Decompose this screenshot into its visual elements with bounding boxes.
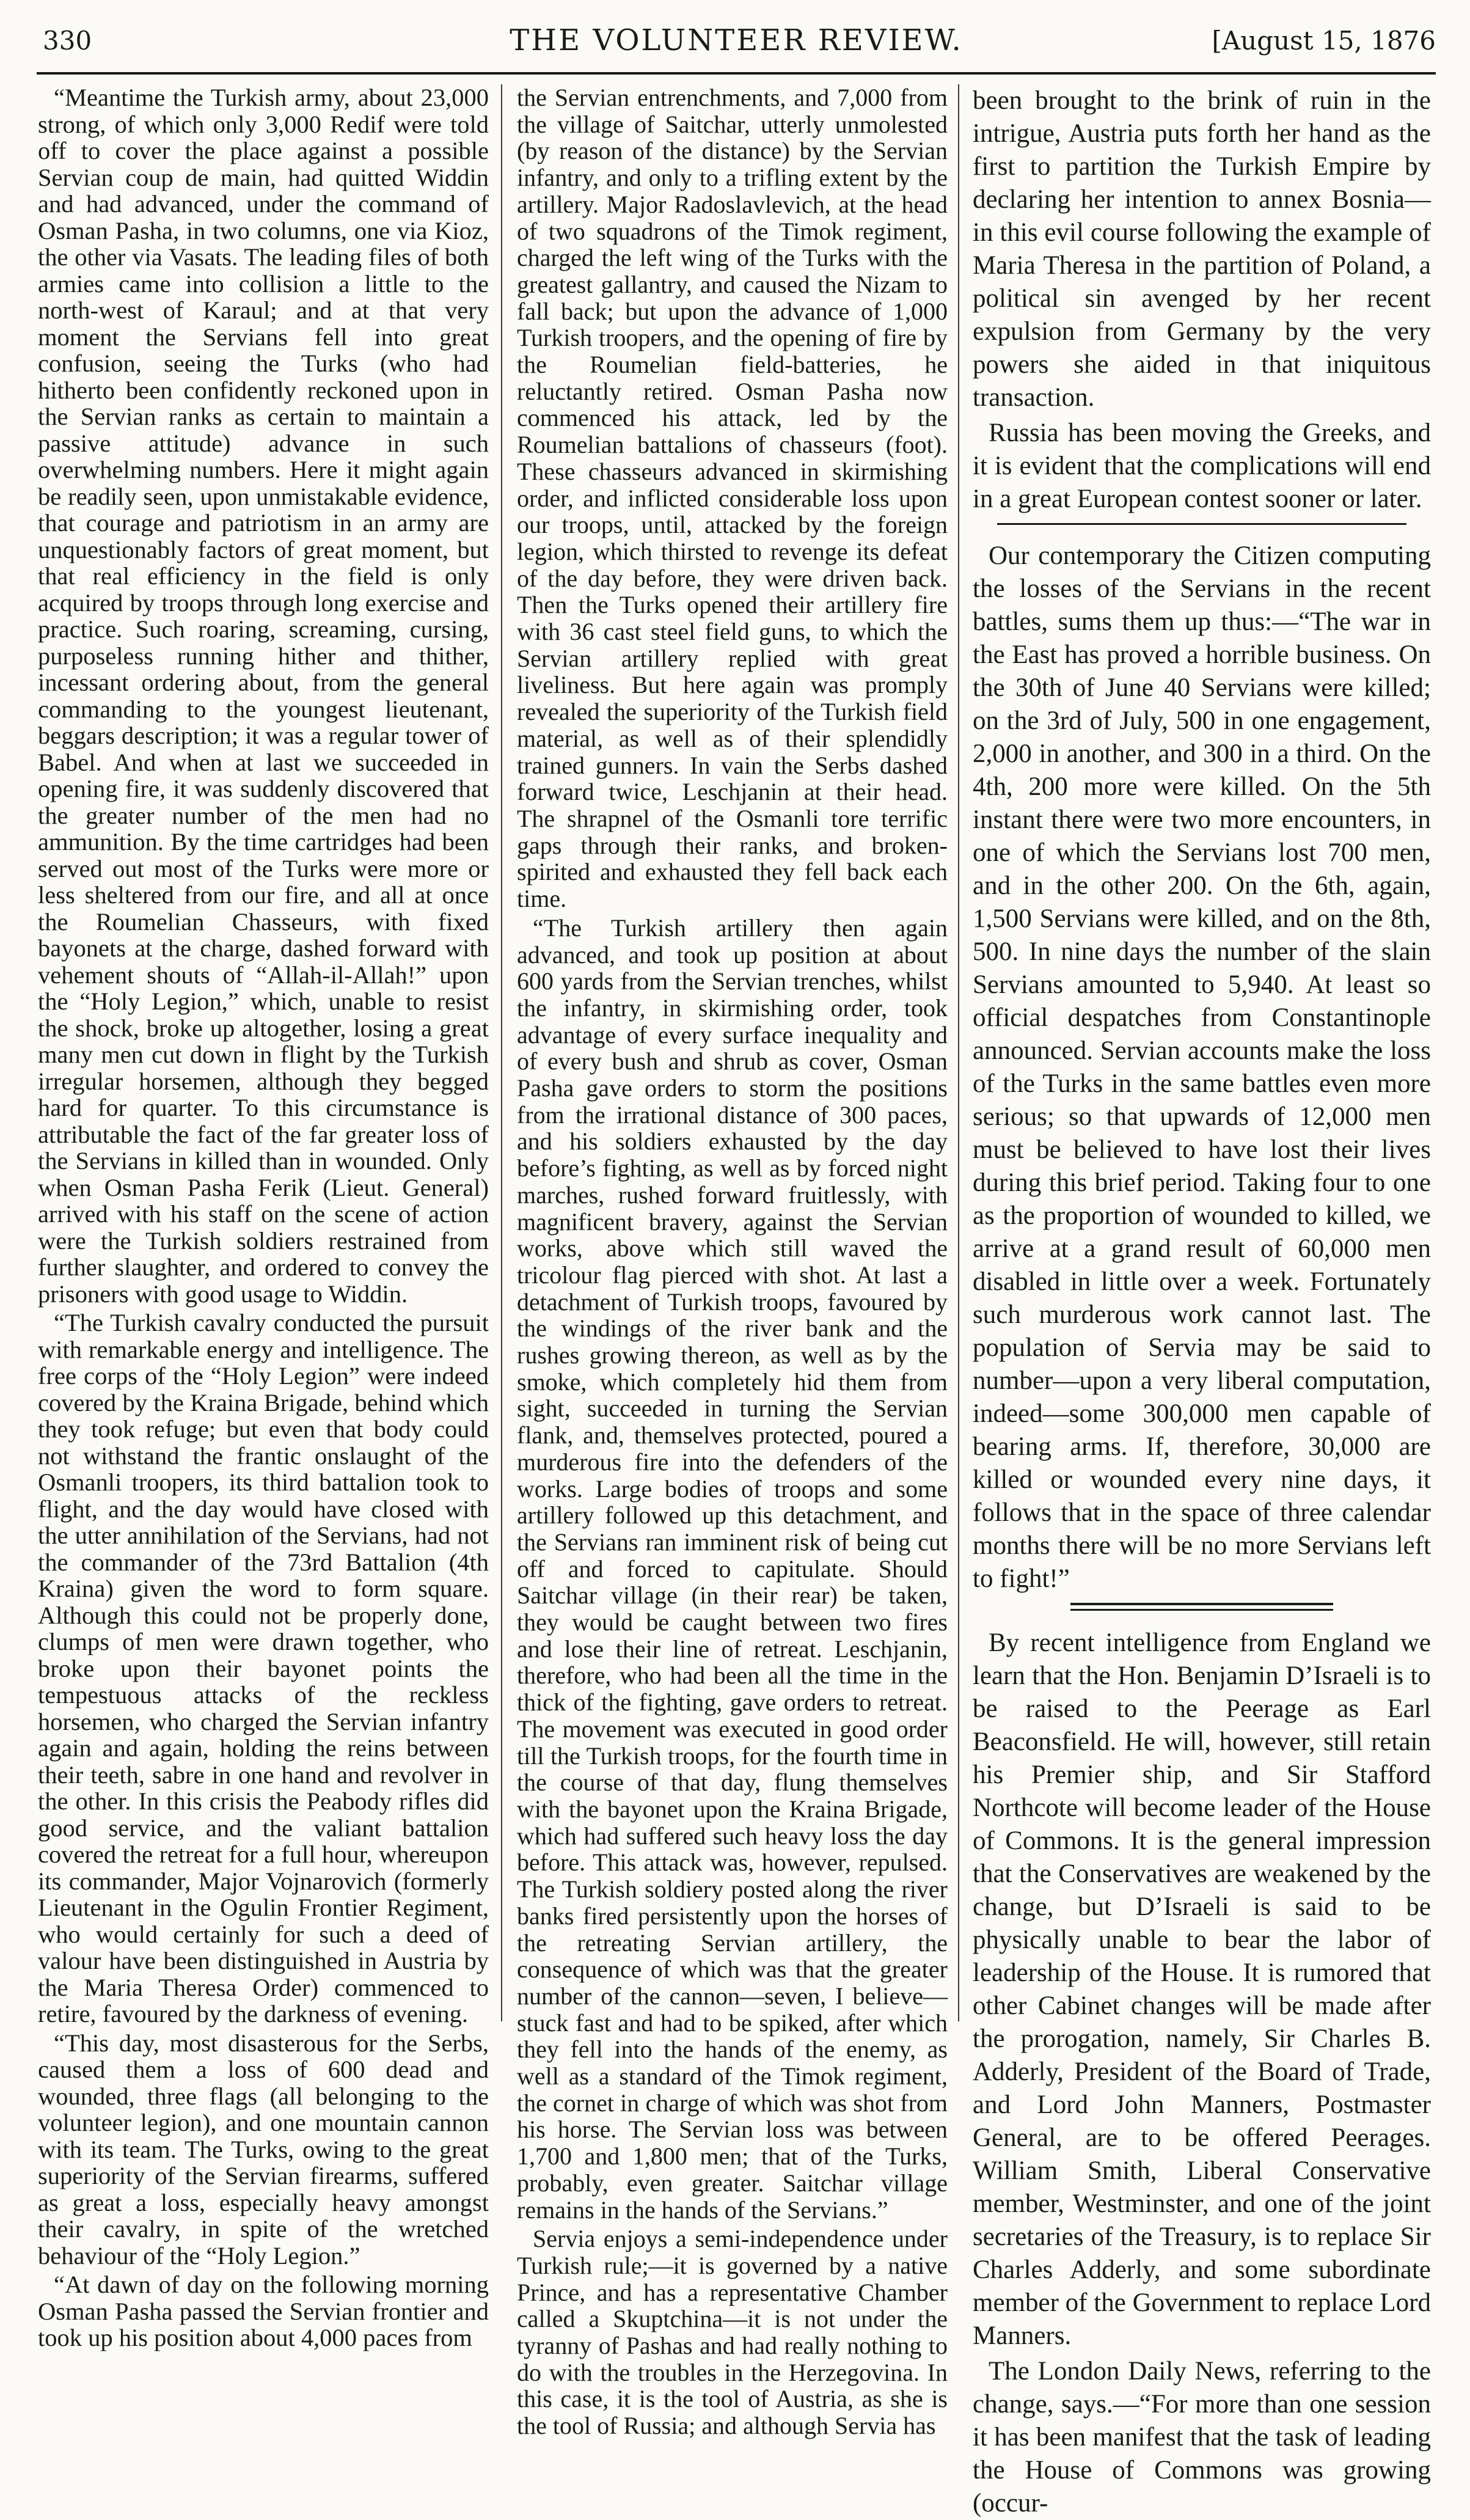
column-2	[517, 84, 948, 2440]
page-number: 330	[43, 26, 92, 56]
section-rule	[997, 523, 1406, 525]
paragraph: Russia has been moving the Greeks, and it is evident that the complications will end in a great European contest sooner or later.	[973, 419, 1431, 513]
column-divider	[501, 84, 502, 2021]
section-rule-double	[1070, 1603, 1333, 1611]
paragraph: “Meantime the Turkish army, about 23,000 strong, of which only 3,000 Redif were told off to cover the place against a possible Servian coup de main, had quitted Widdin and had advanced, under the command of Osman Pasha, in two columns, one via Kioz, the other via Vasats. The leading files of both armies came into collision a little to the north-west of Karaul; and at that very moment the Servians fell into great confusion, seeing the Turks (who had hitherto been confidently reckoned upon in the Servian ranks as certain to maintain a passive attitude) advance in such overwhelming numbers. Here it might again be readily seen, upon unmistakable evidence, that courage and patriotism in an army are unquestionably factors of great moment, but that real efficiency in the field is only acquired by troops through long exercise and practice. Such roaring, screaming, cursing, purposeless running hither and thither, incessant ordering about, from the general commanding to the youngest lieutenant, beggars description; it was a regular tower of Babel. And when at last we succeeded in opening fire, it was suddenly discovered that the greater number of the men had no ammunition. By the time cartridges had been served out most of the Turks were more or less sheltered from our fire, and all at once the Roumelian Chasseurs, with fixed bayonets at the charge, dashed forward with vehement shouts of “Allah-il-Allah!” upon the “Holy Legion,” which, unable to resist the shock, broke up altogether, losing a great many men cut down in flight by the Turkish irregular horsemen, although they begged hard for quarter. To this circumstance is attributable the fact of the far greater loss of the Servians in killed than in wounded. Only when Osman Pasha Ferik (Lieut. General) arrived with his staff on the scene of action were the Turkish soldiers restrained from further slaughter, and ordered to convey the prisoners with good usage to Widdin.	[38, 84, 489, 1308]
issue-date: [August 15, 1876	[1212, 26, 1436, 56]
publication-title: THE VOLUNTEER REVIEW.	[510, 23, 963, 57]
column-divider	[958, 84, 959, 2021]
paragraph: “This day, most disasterous for the Serbs, caused them a loss of 600 dead and wounded, three flags (all belonging to the volunteer legion), and one mountain cannon with its team. The Turks, owing to the great superiority of the Servian firearms, suffered as great a loss, especially heavy amongst their cavalry, in spite of the wretched behaviour of the “Holy Legion.”	[38, 2029, 489, 2269]
paragraph: been brought to the brink of ruin in the intrigue, Austria puts forth her hand as the first to partition the Turkish Empire by declaring her intention to annex Bosnia—in this evil course following the example of Maria Theresa in the partition of Poland, a political sin avenged by her recent expulsion from Germany by the very powers she aided in that iniquitous transaction.	[973, 86, 1431, 412]
paragraph: Our contemporary the Citizen computing the losses of the Servians in the recent battles, sums them up thus:—“The war in the East has proved a horrible business. On the 30th of June 40 Servians were killed; on the 3rd of July, 500 in one engagement, 2,000 in another, and 300 in a third. On the 4th, 200 more were killed. On the 5th instant there were two more encounters, in one of which the Servians lost 700 men, and in the other 200. On the 6th, again, 1,500 Servians were killed, and on the 8th, 500. In nine days the number of the slain Servians amounted to 5,940. At least so official despatches from Constantinople announced. Servian accounts make the loss of the Turks in the same battles even more serious; so that upwards of 12,000 men must be believed to have lost their lives during this brief period. Taking four to one as the proportion of wounded to killed, we arrive at a grand result of 60,000 men disabled in little over a week. Fortunately such murderous work cannot last. The population of Servia may be said to number—upon a very liberal computation, indeed—some 300,000 men capable of bearing arms. If, therefore, 30,000 are killed or wounded every nine days, it follows that in the space of three calendar months there will be no more Servians left to fight!”	[973, 541, 1431, 1593]
column-3	[973, 84, 1431, 2518]
column-1	[38, 84, 489, 2351]
paragraph: “The Turkish artillery then again advanced, and took up position at about 600 yards from the Servian trenches, whilst the infantry, in skirmishing order, took advantage of every surface inequality and of every bush and shrub as cover, Osman Pasha gave orders to storm the positions from the irrational distance of 300 paces, and his soldiers exhausted by the day before’s fighting, as well as by forced night marches, rushed forward fruitlessly, with magnificent bravery, against the Servian works, above which still waved the tricolour flag pierced with shot. At last a detachment of Turkish troops, favoured by the windings of the river bank and the rushes growing thereon, as well as by the smoke, which completely hid them from sight, succeeded in turning the Servian flank, and, themselves protected, poured a murderous fire into the defenders of the works. Large bodies of troops and some artillery followed up this detachment, and the Servians ran imminent risk of being cut off and forced to capitulate. Should Saitchar village (in their rear) be taken, they would be caught between two fires and lose their line of retreat. Leschjanin, therefore, who had been all the time in the thick of the fighting, gave orders to retreat. The movement was executed in good order till the Turkish troops, for the fourth time in the course of that day, flung themselves with the bayonet upon the Kraina Brigade, which had suffered such heavy loss the day before. This attack was, however, repulsed. The Turkish soldiery posted along the river banks fired persistently upon the horses of the retreating Servian artillery, the consequence of which was that the greater number of the cannon—seven, I believe—stuck fast and had to be spiked, after which they fell into the hands of the enemy, as well as a standard of the Timok regiment, the cornet in charge of which was shot from his horse. The Servian loss was between 1,700 and 1,800 men; that of the Turks, probably, even greater. Saitchar village remains in the hands of the Servians.”	[517, 914, 948, 2224]
header-rule	[37, 72, 1436, 75]
paragraph: Servia enjoys a semi-independence under Turkish rule;—it is governed by a native Prince, and has a representative Chamber called a Skuptchina—it is not under the tyranny of Pashas and had really nothing to do with the troubles in the Herzegovina. In this case, it is the tool of Austria, as she is the tool of Russia; and although Servia has	[517, 2225, 948, 2440]
paragraph: By recent intelligence from England we learn that the Hon. Benjamin D’Israeli is to be raised to the Peerage as Earl Beaconsfield. He will, however, still retain his Premier ship, and Sir Stafford Northcote will become leader of the House of Commons. It is the general impression that the Conservatives are weakened by the change, but D’Israeli is said to be physically unable to bear the labor of leadership of the House. It is rumored that other Cabinet changes will be made after the prorogation, namely, Sir Charles B. Adderly, President of the Board of Trade, and Lord John Manners, Postmaster General, are to be offered Peerages. William Smith, Liberal Conservative member, Westminster, and one of the joint secretaries of the Treasury, is to replace Sir Charles Adderly, and some subordinate member of the Government to replace Lord Manners.	[973, 1628, 1431, 2350]
paragraph: The London Daily News, referring to the change, says.—“For more than one session it has been manifest that the task of leading the House of Commons was growing (occur-	[973, 2357, 1431, 2518]
page-header	[37, 15, 1436, 70]
paragraph: the Servian entrenchments, and 7,000 from the village of Saitchar, utterly unmolested (by reason of the distance) by the Servian infantry, and only to a trifling extent by the artillery. Major Radoslavlevich, at the head of two squadrons of the Timok regiment, charged the left wing of the Turks with the greatest gallantry, and caused the Nizam to fall back; but upon the advance of 1,000 Turkish troopers, and the opening of fire by the Roumelian field-batteries, he reluctantly retired. Osman Pasha now commenced his attack, led by the Roumelian battalions of chasseurs (foot). These chasseurs advanced in skirmishing order, and inflicted considerable loss upon our troops, until, attacked by the foreign legion, which thirsted to revenge its defeat of the day before, they were driven back. Then the Turks opened their artillery fire with 36 cast steel field guns, to which the Servian artillery replied with great liveliness. But here again was promply revealed the superiority of the Turkish field material, as well as of their splendidly trained gunners. In vain the Serbs dashed forward twice, Leschjanin at their head. The shrapnel of the Osmanli tore terrific gaps through their ranks, and broken-spirited and exhausted they fell back each time.	[517, 84, 948, 913]
paragraph: “At dawn of day on the following morning Osman Pasha passed the Servian frontier and took up his position about 4,000 paces from	[38, 2271, 489, 2351]
paragraph: “The Turkish cavalry conducted the pursuit with remarkable energy and intelligence. The free corps of the “Holy Legion” were indeed covered by the Kraina Brigade, behind which they took refuge; but even that body could not withstand the frantic onslaught of the Osmanli troopers, its third battalion took to flight, and the day would have closed with the utter annihilation of the Servians, had not the commander of the 73rd Battalion (4th Kraina) given the word to form square. Although this could not be properly done, clumps of men were drawn together, who broke upon their bayonet points the tempestuous attacks of the reckless horsemen, who charged the Servian infantry again and again, holding the reins between their teeth, sabre in one hand and revolver in the other. In this crisis the Peabody rifles did good service, and the valiant battalion covered the retreat for a full hour, whereupon its commander, Major Vojnarovich (formerly Lieutenant in the Ogulin Frontier Regiment, who would certainly for such a deed of valour have been distinguished in Austria by the Maria Theresa Order) commenced to retire, favoured by the darkness of evening.	[38, 1309, 489, 2027]
